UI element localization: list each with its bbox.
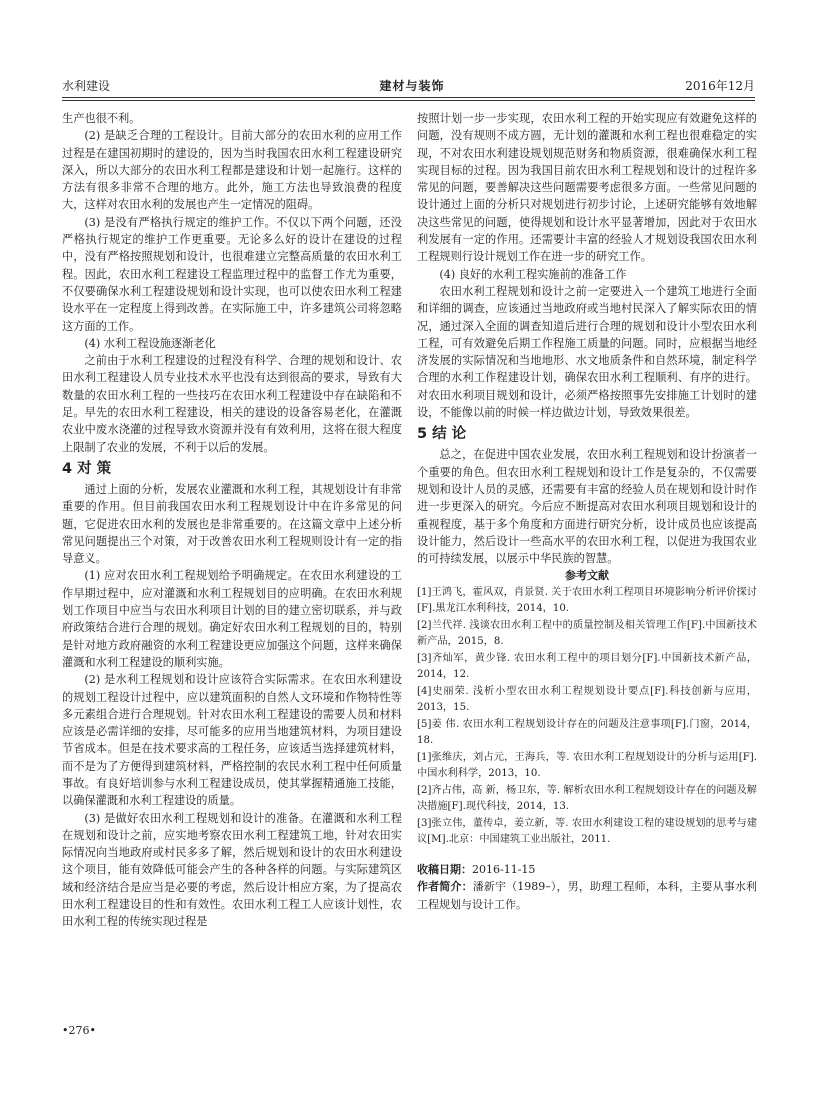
paragraph: 生产也很不利。 [62, 112, 141, 125]
header-issue-date: 2016年12月 [685, 79, 755, 93]
reference-item: [3]张立伟，董传卓，姜立新，等. 农田水利建设工程的建设规划的思考与建议[M].北京：中国建筑工业出版社，2011. [417, 817, 757, 846]
right-column-body [417, 110, 757, 567]
section-heading: 4 对 策 [62, 460, 112, 477]
paragraph: (3) 是做好农田水利工程规划和设计的准备。在灌溉和水利工程在规划和设计之前，应实地考察农田水利工程建筑工地，针对农田实际情况向当地政府或村民多多了解，然后规划和设计的农田水利建设这个项目，能有效降低可能会产生的各种各样的问题。与实际建筑区域和经济结合是应当是必要的考虑，然后设计相应方案，为了提高农田水利工程建设目的性和有效性。农田水利工程工人应该计划性，农田水利工程的传统实现过程是 [62, 811, 402, 929]
paragraph: (2) 是水利工程规划和设计应该符合实际需求。在农田水利建设的规划工程设计过程中，应以建筑面积的自然人文环境和作物特性等多元素组合进行合理规划。针对农田水利工程建设的需要人员和材料应该是必需详细的安排，尽可能多的应用当地建筑材料，为项目建设节省成本。但是在技术要求高的工程任务，应该适当选择建筑材料，而不是为了方便得到建筑材料，严格控制的农民水利工程中任何质量事故。有良好培训参与水利工程建设成员，使其掌握精通施工技能，以确保灌溉和水利工程建设的质量。 [62, 673, 402, 808]
reference-item: [1]王鸿飞，霍风双，肖景贤. 关于农田水利工程项目环境影响分析评价探讨[F].黑龙江水利科技，2014，10. [417, 586, 757, 615]
paragraph: (4) 水利工程设施逐渐老化 [84, 336, 216, 350]
paragraph: (2) 是缺乏合理的工程设计。目前大部分的农田水利的应用工作过程是在建国初期时的建设的，因为当时我国农田水利工程建设研究深入，所以大部分的农田水利工程都是建设和计划一起施行。这样的方法有很多非常不合理的地方。此外，施工方法也导致浪费的程度大，这样对农田水利的发展也产生一定情况的阻碍。 [62, 129, 402, 212]
reference-item: [1]张维庆，刘占元，王海兵，等. 农田水利工程规划设计的分析与运用[F].中国水利科学，2013，10. [417, 751, 757, 780]
received-value: 2016-11-15 [472, 862, 536, 876]
received-date [417, 861, 757, 879]
left-column [62, 110, 402, 931]
header-rule-thick [62, 97, 755, 98]
section-heading: 5 结 论 [417, 426, 467, 443]
paragraph: 按照计划一步一步实现，农田水利工程的开始实现应有效避免这样的问题，没有规则不成方圆，无计划的灌溉和水利工程也很难稳定的实现，不对农田水利建设规划规范财务和物质资源，很难确保水利工程实现目标的过程。因为我国目前农田水利工程规划和设计的过程许多常见的问题，要善解决这些问题需要考虑很多方面。一些常见问题的设计通过上面的分析只对规划进行初步讨论，上述研究能够有效地解决这些常见的问题，使得规划和设计水平显著增加，因此对于农田水利发展有一定的作用。还需要计丰富的经验人才规划设我国农田水利工程规则行设计规划工作在进一步的研究工作。 [417, 112, 757, 264]
paragraph: 农田水利工程规划和设计之前一定要进入一个建筑工地进行全面和详细的调查，应该通过当地政府或当地村民深入了解实际农田的情况，通过深入全面的调查知道后进行合理的规划和设计小型农田水利工程，可有效避免后期工作程施工质量的问题。同时，应根据当地经济发展的实际情况和当地地形、水文地质条件和自然环境，制定科学合理的水利工作程建设计划，确保农田水利工程顺利、有序的进行。对农田水利项目规划和设计，必须严格按照事先安排施工计划时的建设，不能像以前的时候一样边做边计划，导致效果很差。 [417, 284, 757, 420]
author-bio [417, 878, 757, 913]
reference-item: [2]齐占伟，高 新，杨卫东，等. 解析农田水利工程规划设计存在的问题及解决措施[F].现代科技，2014，13. [417, 784, 757, 813]
author-label: 作者简介： [417, 880, 473, 894]
paragraph: 之前由于水利工程建设的过程没有科学、合理的规划和设计、农田水利工程建设人员专业技术水平也没有达到很高的要求，导致有大数量的农田水利工程的一些技巧在农田水利工程建设中存在缺陷和不足。早先的农田水利工程建设，相关的建设的设备容易老化，在灌溉农业中废水浇灌的过程导致水资源并没有有效利用，这将在很大程度上限制了农业的发展，不利于以后的发展。 [62, 354, 402, 454]
references-title: 参考文献 [565, 569, 609, 583]
paragraph: 总之，在促进中国农业发展，农田水利工程规划和设计扮演者一个重要的角色。但农田水利工程规划和设计工作是复杂的，不仅需要规划和设计人员的灵感，还需要有丰富的经验人员在规划和设计时作进一步更深入的研究。今后应不断提高对农田水利项目规划和设计的重视程度，基于多个角度和方面进行研究分析，设计成员也应该提高设计能力，然后设计一些高水平的农田水利工程，以促进为我国农业的可持续发展，以展示中华民族的智慧。 [417, 448, 757, 566]
reference-item: [5]姜 伟. 农田水利工程规划设计存在的问题及注意事项[F].门窗，2014，18. [417, 718, 757, 747]
references-list [417, 585, 757, 849]
journal-logo: 建材与装饰 [379, 79, 445, 93]
reference-item: [3]齐灿军，黄少锋. 农田水利工程中的项目划分[F].中国新技术新产品，2014，12. [417, 652, 757, 681]
header-rule-thin [62, 100, 755, 101]
paragraph: (4) 良好的水利工程实施前的准备工作 [439, 267, 627, 281]
right-column [417, 110, 757, 913]
author-value: 潘新宇（1989–），男，助理工程师，本科，主要从事水利工程规划与设计工作。 [417, 880, 757, 911]
page-number: •276• [62, 1024, 96, 1037]
paragraph: 通过上面的分析，发展农业灌溉和水利工程，其规划设计有非常重要的作用。但目前我国农田水利工程规划设计中在许多常见的问题，它促进农田水利的发展也是非常重要的。在这篇文章中上述分析常见问题提出三个对策，对于改善农田水利工程规则设计有一定的指导意义。 [62, 482, 402, 566]
reference-item: [2]兰代祥. 浅谈农田水利工程中的质量控制及相关管理工作[F].中国新技术新产品，2015，8. [417, 619, 757, 648]
paragraph: (3) 是没有严格执行规定的维护工作。不仅以下两个问题，还没严格执行规定的维护工作更重要。无论多么好的设计在建设的过程中，没有严格按照规划和设计，也很难建立完整高质量的农田水利工程。因此，农田水利工程建设工程监理过程中的监督工作尤为重要，不仅要确保水利工程建设规划和设计实现，也可以使农田水利工程建设水平在一定程度上得到改善。在实际施工中，许多建筑公司将忽略这方面的工作。 [62, 215, 402, 333]
header-section-label: 水利建设 [62, 79, 111, 93]
reference-item: [4]史丽荣. 浅析小型农田水利工程规划设计要点[F].科技创新与应用，2013，15. [417, 685, 757, 714]
paragraph: (1) 应对农田水利工程规划给予明确规定。在农田水利建设的工作早期过程中，应对灌溉和水利工程规划目的应明确。在农田水利规划工作项目中应当与农田水利项目计划的目的建立密切联系，并与政府政策结合进行合理的规划。确定好农田水利工程规划的目的，特别是针对地方政府融资的水利工程建设更应加强这个问题，这样来确保灌溉和水利工程建设的顺利实施。 [62, 569, 402, 669]
received-label: 收稿日期： [417, 862, 472, 876]
